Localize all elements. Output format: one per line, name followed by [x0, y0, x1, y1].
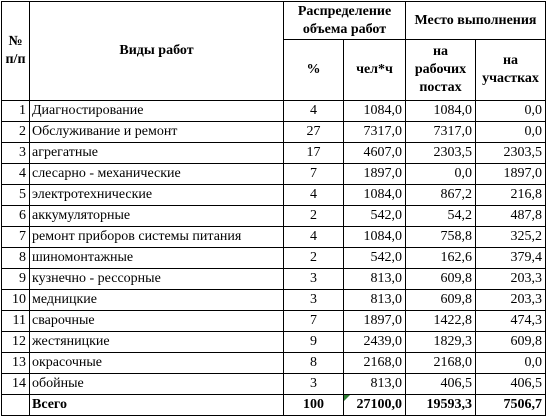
row-percent: 2	[284, 248, 344, 269]
row-number: 3	[2, 143, 30, 164]
row-number: 7	[2, 227, 30, 248]
row-percent: 8	[284, 353, 344, 374]
row-work-type: Обслуживание и ремонт	[30, 122, 284, 143]
row-work-type: сварочные	[30, 311, 284, 332]
header-percent: %	[284, 40, 344, 101]
row-sections: 379,4	[476, 248, 546, 269]
row-sections: 474,3	[476, 311, 546, 332]
total-posts: 19593,3	[406, 395, 476, 416]
table-row	[2, 332, 546, 353]
row-percent: 3	[284, 290, 344, 311]
header-sections: на участках	[476, 40, 546, 101]
row-work-type: Диагностирование	[30, 101, 284, 122]
row-number: 6	[2, 206, 30, 227]
row-manhours: 813,0	[344, 269, 406, 290]
row-number: 9	[2, 269, 30, 290]
row-work-type: кузнечно - рессорные	[30, 269, 284, 290]
row-posts: 7317,0	[406, 122, 476, 143]
row-manhours: 1897,0	[344, 311, 406, 332]
row-manhours: 1084,0	[344, 101, 406, 122]
header-work-types: Виды работ	[30, 2, 284, 101]
row-sections: 0,0	[476, 353, 546, 374]
row-work-type: аккумуляторные	[30, 206, 284, 227]
row-work-type: слесарно - механические	[30, 164, 284, 185]
row-sections: 1897,0	[476, 164, 546, 185]
row-manhours: 7317,0	[344, 122, 406, 143]
row-number: 10	[2, 290, 30, 311]
row-number: 2	[2, 122, 30, 143]
row-work-type: медницкие	[30, 290, 284, 311]
row-sections: 216,8	[476, 185, 546, 206]
row-percent: 3	[284, 374, 344, 395]
row-percent: 2	[284, 206, 344, 227]
row-posts: 0,0	[406, 164, 476, 185]
row-work-type: окрасочные	[30, 353, 284, 374]
row-percent: 7	[284, 164, 344, 185]
row-percent: 17	[284, 143, 344, 164]
row-posts: 758,8	[406, 227, 476, 248]
row-number: 4	[2, 164, 30, 185]
row-posts: 2168,0	[406, 353, 476, 374]
row-manhours: 1897,0	[344, 164, 406, 185]
row-sections: 203,3	[476, 290, 546, 311]
row-work-type: шиномонтажные	[30, 248, 284, 269]
row-manhours: 1084,0	[344, 227, 406, 248]
table-row	[2, 101, 546, 122]
header-distribution: Распределение объема работ	[284, 2, 406, 40]
table-row	[2, 248, 546, 269]
row-posts: 406,5	[406, 374, 476, 395]
row-manhours: 542,0	[344, 248, 406, 269]
total-manhours: 27100,0	[344, 395, 406, 416]
total-number	[2, 395, 30, 416]
row-number: 13	[2, 353, 30, 374]
row-posts: 2303,5	[406, 143, 476, 164]
row-sections: 0,0	[476, 122, 546, 143]
table-row	[2, 353, 546, 374]
row-percent: 27	[284, 122, 344, 143]
row-percent: 3	[284, 269, 344, 290]
total-label: Всего	[30, 395, 284, 416]
row-percent: 4	[284, 185, 344, 206]
row-sections: 609,8	[476, 332, 546, 353]
total-percent: 100	[284, 395, 344, 416]
row-posts: 162,6	[406, 248, 476, 269]
row-posts: 54,2	[406, 206, 476, 227]
row-number: 11	[2, 311, 30, 332]
table-row	[2, 311, 546, 332]
row-percent: 9	[284, 332, 344, 353]
row-sections: 406,5	[476, 374, 546, 395]
total-row	[2, 395, 546, 416]
row-work-type: агрегатные	[30, 143, 284, 164]
row-number: 14	[2, 374, 30, 395]
row-work-type: электротехнические	[30, 185, 284, 206]
row-work-type: жестяницкие	[30, 332, 284, 353]
row-number: 5	[2, 185, 30, 206]
table-row	[2, 122, 546, 143]
table-row	[2, 290, 546, 311]
row-posts: 609,8	[406, 269, 476, 290]
row-sections: 0,0	[476, 101, 546, 122]
row-manhours: 1084,0	[344, 185, 406, 206]
table-row	[2, 143, 546, 164]
table-row	[2, 374, 546, 395]
table-row	[2, 164, 546, 185]
header-manhours: чел*ч	[344, 40, 406, 101]
row-work-type: ремонт приборов системы питания	[30, 227, 284, 248]
row-sections: 487,8	[476, 206, 546, 227]
work-distribution-table	[1, 1, 546, 416]
row-posts: 609,8	[406, 290, 476, 311]
row-work-type: обойные	[30, 374, 284, 395]
row-sections: 325,2	[476, 227, 546, 248]
row-percent: 4	[284, 227, 344, 248]
row-sections: 2303,5	[476, 143, 546, 164]
row-manhours: 813,0	[344, 374, 406, 395]
header-posts: на рабочих постах	[406, 40, 476, 101]
row-posts: 1422,8	[406, 311, 476, 332]
row-number: 1	[2, 101, 30, 122]
row-manhours: 2168,0	[344, 353, 406, 374]
row-posts: 1829,3	[406, 332, 476, 353]
row-manhours: 813,0	[344, 290, 406, 311]
row-number: 12	[2, 332, 30, 353]
table-row	[2, 185, 546, 206]
row-manhours: 2439,0	[344, 332, 406, 353]
row-posts: 1084,0	[406, 101, 476, 122]
total-sections: 7506,7	[476, 395, 546, 416]
table-row	[2, 227, 546, 248]
row-sections: 203,3	[476, 269, 546, 290]
row-number: 8	[2, 248, 30, 269]
header-number: № п/п	[2, 2, 30, 101]
header-place: Место выполнения	[406, 2, 546, 40]
row-manhours: 4607,0	[344, 143, 406, 164]
row-manhours: 542,0	[344, 206, 406, 227]
row-posts: 867,2	[406, 185, 476, 206]
table-row	[2, 206, 546, 227]
row-percent: 7	[284, 311, 344, 332]
table-row	[2, 269, 546, 290]
row-percent: 4	[284, 101, 344, 122]
